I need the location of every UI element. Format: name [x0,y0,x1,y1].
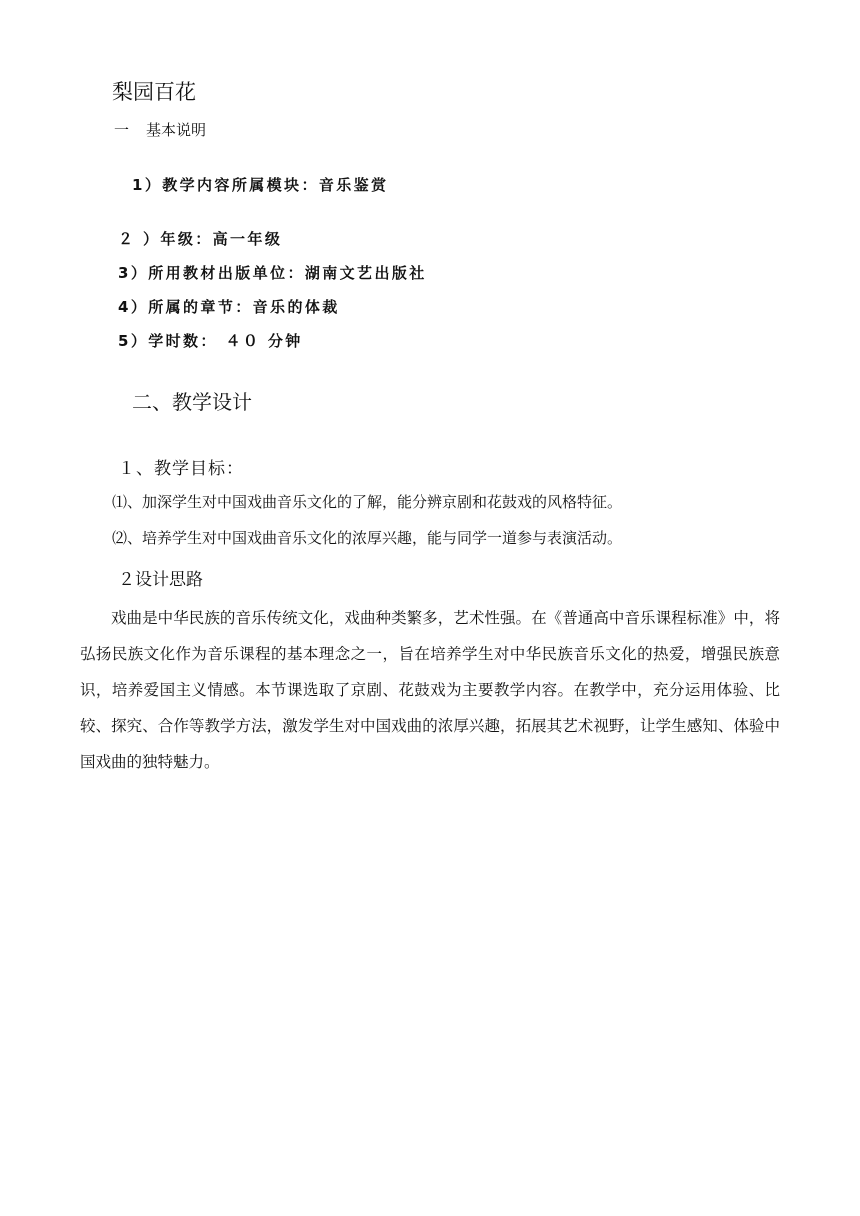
info-module: 1）教学内容所属模块：音乐鉴赏 [132,176,389,194]
document-title: 梨园百花 [112,80,196,104]
teaching-goals-heading: １、教学目标： [118,459,244,479]
info-publisher: 3）所用教材出版单位：湖南文艺出版社 [118,264,427,282]
section-basic-info-heading [114,119,206,140]
design-idea-heading: ２设计思路 [118,570,203,590]
info-chapter: 4）所属的章节：音乐的体裁 [118,298,340,316]
section-label: 基本说明 [146,121,207,139]
design-idea-paragraph: 戏曲是中华民族的音乐传统文化，戏曲种类繁多，艺术性强。在《普通高中音乐课程标准》中，将弘扬民族文化作为音乐课程的基本理念之一，旨在培养学生对中华民族音乐文化的热爱，增强民族意识，培养爱国主义情感。本节课选取了京剧、花鼓戏为主要教学内容。在教学中，充分运用体验、比较、探究、合作等教学方法，激发学生对中国戏曲的浓厚兴趣，拓展其艺术视野，让学生感知、体验中国戏曲的独特魅力。 [80,609,780,771]
section-number: 一 [114,121,130,139]
section-teaching-design-heading: 二、教学设计 [132,390,252,414]
teaching-goal-item: ⑵、培养学生对中国戏曲音乐文化的浓厚兴趣，能与同学一道参与表演活动。 [112,529,623,547]
info-grade: ２ ）年级：高一年级 [118,230,283,248]
teaching-goal-item: ⑴、加深学生对中国戏曲音乐文化的了解，能分辨京剧和花鼓戏的风格特征。 [112,493,623,511]
info-duration: 5）学时数： ４０ 分钟 [118,332,303,350]
